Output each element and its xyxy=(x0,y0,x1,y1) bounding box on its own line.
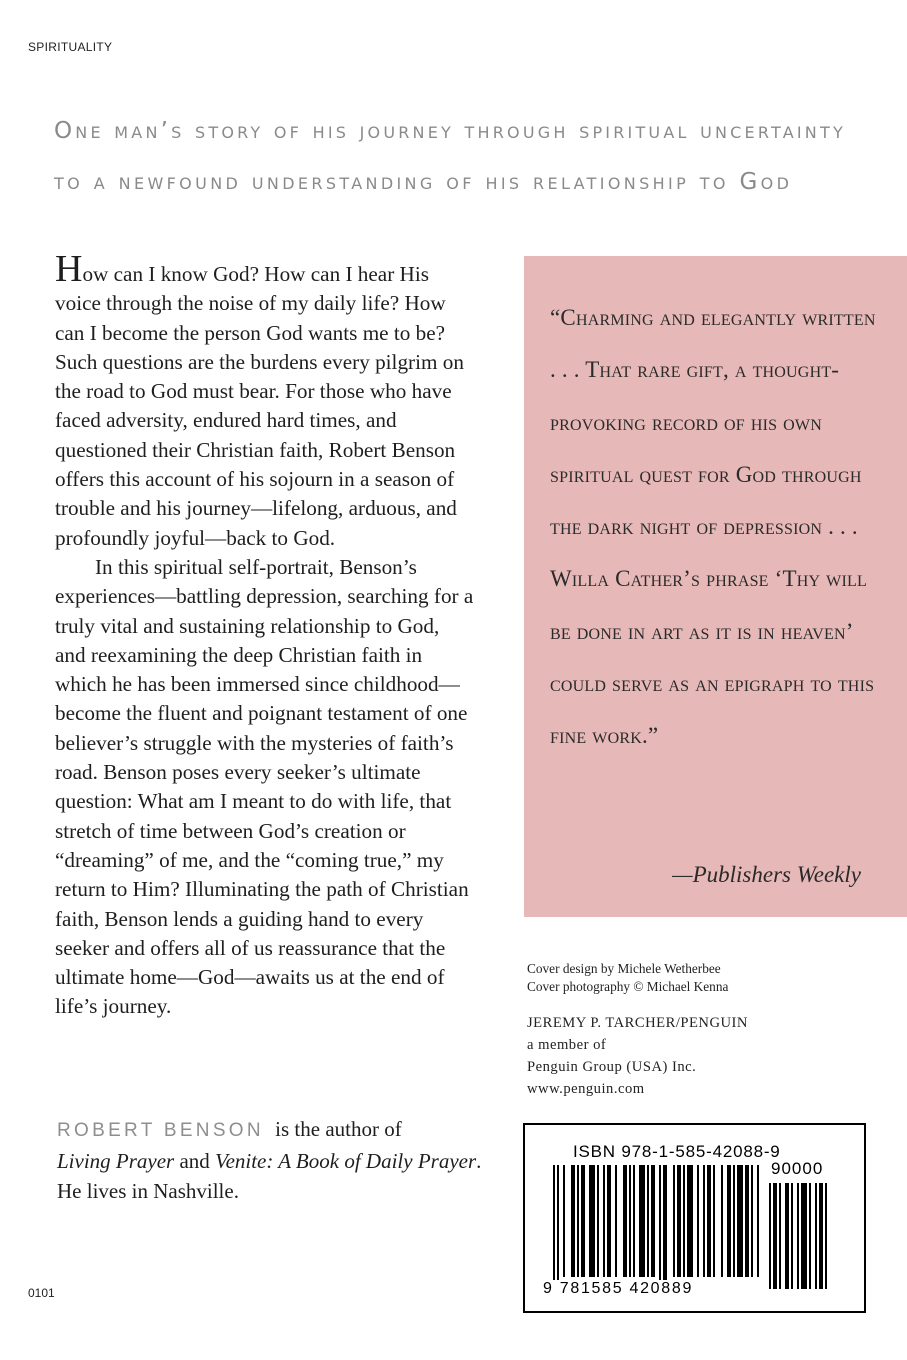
drop-cap: H xyxy=(55,248,83,290)
description-blurb xyxy=(55,248,475,1022)
book-title-venite: Venite: A Book of Daily Prayer xyxy=(215,1149,477,1173)
ean-barcode-icon xyxy=(553,1165,761,1293)
barcode-digits: 9 781585 420889 xyxy=(543,1280,694,1297)
review-quote-text: “Charming and elegantly written . . . That rare gift, a thought-provoking record of his own spiritual quest for God through the dark night of depression . . . Willa Cather’s phrase ‘Thy will be done in art as it is in heaven’ could serve as an epigraph to this fine work.” xyxy=(550,305,876,749)
review-attribution: —Publishers Weekly xyxy=(672,862,861,887)
cover-photo-credit: Cover photography © Michael Kenna xyxy=(527,978,729,994)
publisher-member-of: a member of xyxy=(527,1037,607,1053)
blurb-paragraph-1-text: ow can I know God? How can I hear His voice through the noise of my daily life? How can I become the person God wants me to be? Such questions are the burdens every pilgrim on the road to God must bear. For those who have faced adversity, endured hard times, and questioned their Christian faith, Robert Benson offers this account of his sojourn in a season of trouble and his journey—lifelong, arduous, and profoundly joyful—back to God. xyxy=(55,262,464,550)
cover-credits xyxy=(527,960,728,995)
tagline-line-1: One man’s story of his journey through spiritual uncertainty xyxy=(54,118,846,144)
cover-design-credit: Cover design by Michele Wetherbee xyxy=(527,961,721,976)
book-title-living-prayer: Living Prayer xyxy=(57,1149,175,1173)
publisher-url: www.penguin.com xyxy=(527,1081,645,1097)
author-bio xyxy=(57,1114,497,1206)
author-bio-text-4: He lives in Nashville. xyxy=(57,1179,239,1203)
publisher-info xyxy=(527,1012,748,1100)
product-code: 0101 xyxy=(28,1286,55,1300)
author-name: ROBERT BENSON xyxy=(57,1120,264,1141)
review-quote-box xyxy=(524,256,907,917)
barcode-box xyxy=(523,1123,866,1313)
author-bio-text-3: . xyxy=(476,1149,482,1173)
addon-barcode-icon xyxy=(769,1183,831,1289)
price-code: 90000 xyxy=(771,1159,824,1178)
author-bio-text-1: is the author of xyxy=(275,1117,402,1141)
category-label: SPIRITUALITY xyxy=(28,40,113,54)
author-bio-text-2: and xyxy=(179,1149,210,1173)
isbn-label: ISBN 978-1-585-42088-9 xyxy=(573,1142,781,1161)
blurb-paragraph-1 xyxy=(55,248,475,553)
publisher-name: JEREMY P. TARCHER/PENGUIN xyxy=(527,1015,748,1031)
tagline-line-2: to a newfound understanding of his relationship to God xyxy=(54,169,793,195)
publisher-group: Penguin Group (USA) Inc. xyxy=(527,1059,697,1075)
blurb-paragraph-2: In this spiritual self-portrait, Benson’s experiences—battling depression, searching for a truly vital and sustaining relationship to God, and reexamining the deep Christian faith in which he has been immersed since childhood—become the fluent and poignant testament of one believer’s struggle with the mysteries of faith’s road. Benson poses every seeker’s ultimate question: What am I meant to do with life, that stretch of time between God’s creation or “dreaming” of me, and the “coming true,” my return to Him? Illuminating the path of Christian faith, Benson lends a guiding hand to every seeker and offers all of us reassurance that the ultimate home—God—awaits us at the end of life’s journey. xyxy=(55,554,474,1019)
